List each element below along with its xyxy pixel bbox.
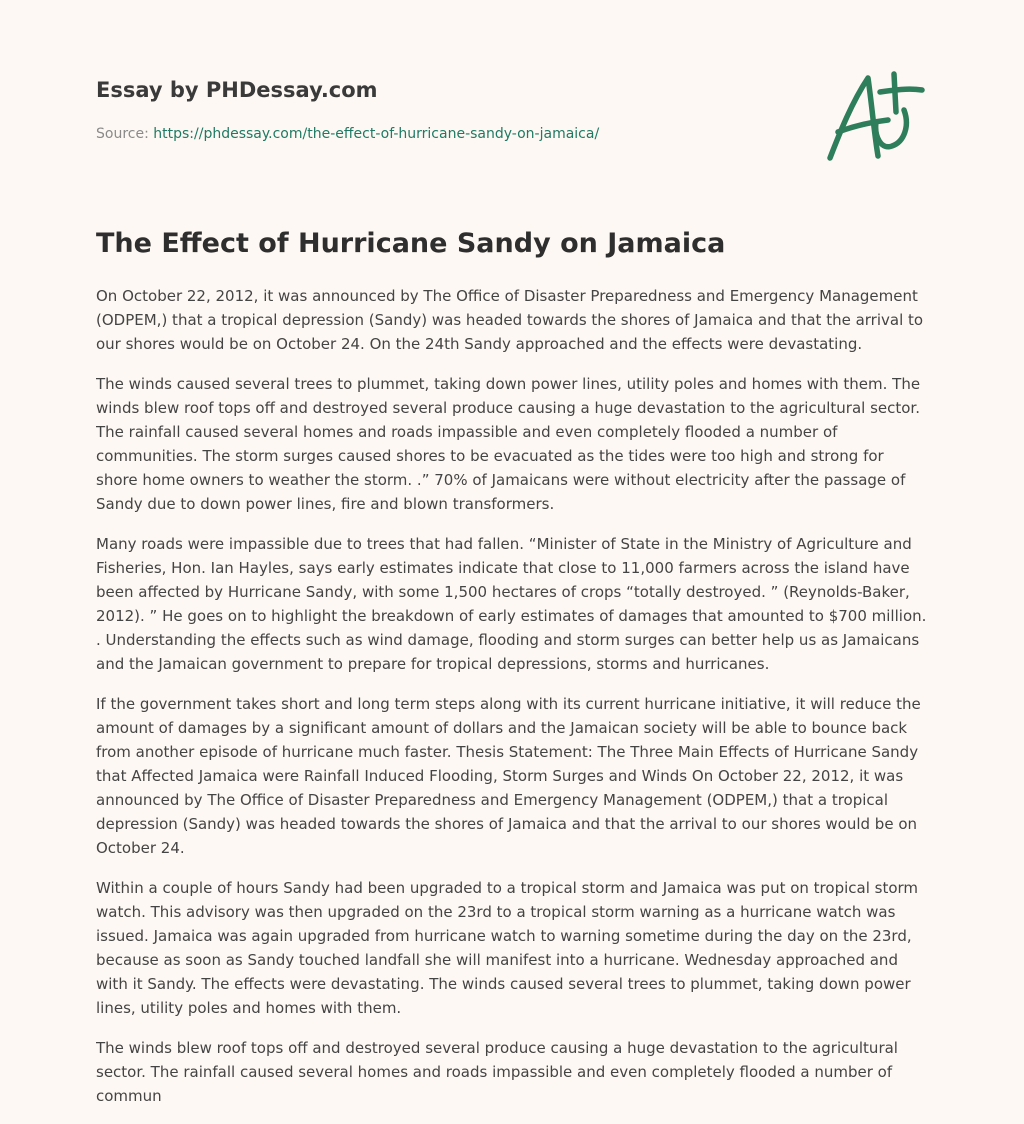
essay-paragraph: The winds caused several trees to plummet, taking down power lines, utility poles and homes with them. The winds blew roof tops off and destroyed several produce causing a huge devastation to the agricultural sector. The rainfall caused several homes and roads impassible and even completely flooded a number of communities. The storm surges caused shores to be evacuated as the tides were too high and strong for shore home owners to weather the storm. .” 70% of Jamaicans were without electricity after the passage of Sandy due to down power lines, fire and blown transformers. [96,375,921,513]
logo-hook-stroke [876,110,907,147]
essay-paragraph: Within a couple of hours Sandy had been upgraded to a tropical storm and Jamaica was put on tropical storm watch. This advisory was then upgraded on the 23rd to a tropical storm warning as a hurricane watch was issued. Jamaica was again upgraded from hurricane watch to warning sometime during the day on the 23rd, because as soon as Sandy touched landfall she will manifest into a hurricane. Wednesday approached and with it Sandy. The effects were devastating. The winds caused several trees to plummet, taking down power lines, utility poles and homes with them. [96,879,919,1017]
site-branding [96,76,696,104]
a-plus-logo-icon [822,66,930,166]
essay-paragraph: On October 22, 2012, it was announced by The Office of Disaster Preparedness and Emergency Management (ODPEM,) that a tropical depression (Sandy) was headed towards the shores of Jamaica and that the arrival to our shores would be on October 24. On the 24th Sandy approached and the effects were devastating. [96,287,924,353]
site-name: Essay by PHDessay.com [96,78,378,102]
essay-body [96,284,930,1106]
essay-paragraph: Many roads were impassible due to trees that had fallen. “Minister of State in the Ministry of Agriculture and Fisheries, Hon. Ian Hayles, says early estimates indicate that close to 11,000 farmers across the island have been affected by Hurricane Sandy, with some 1,500 hectares of crops “totally destroyed. ” (Reynolds-Baker, 2012). ” He goes on to highlight the breakdown of early estimates of damages that amounted to $700 million. . Understanding the effects such as wind damage, flooding and storm surges can better help us as Jamaicans and the Jamaican government to prepare for tropical depressions, storms and hurricanes. [96,535,927,673]
a-plus-logo-svg [822,66,930,166]
source-link[interactable]: https://phdessay.com/the-effect-of-hurricane-sandy-on-jamaica/ [153,126,600,142]
source-line [96,124,599,144]
source-label: Source: [96,126,149,142]
essay-paragraph: If the government takes short and long term steps along with its current hurricane initiative, it will reduce the amount of damages by a significant amount of dollars and the Jamaican society will be able to bounce back from another episode of hurricane much faster. Thesis Statement: The Three Main Effects of Hurricane Sandy that Affected Jamaica were Rainfall Induced Flooding, Storm Surges and Winds On October 22, 2012, it was announced by The Office of Disaster Preparedness and Emergency Management (ODPEM,) that a tropical depression (Sandy) was headed towards the shores of Jamaica and that the arrival to our shores would be on October 24. [96,695,921,857]
logo-letter-a-stroke [830,78,878,158]
essay-title: The Effect of Hurricane Sandy on Jamaica [96,228,726,259]
logo-plus-horizontal [880,89,922,92]
essay-paragraph: The winds blew roof tops off and destroyed several produce causing a huge devastation to the agricultural sector. The rainfall caused several homes and roads impassible and even completely flooded a number of commun [96,1039,898,1105]
